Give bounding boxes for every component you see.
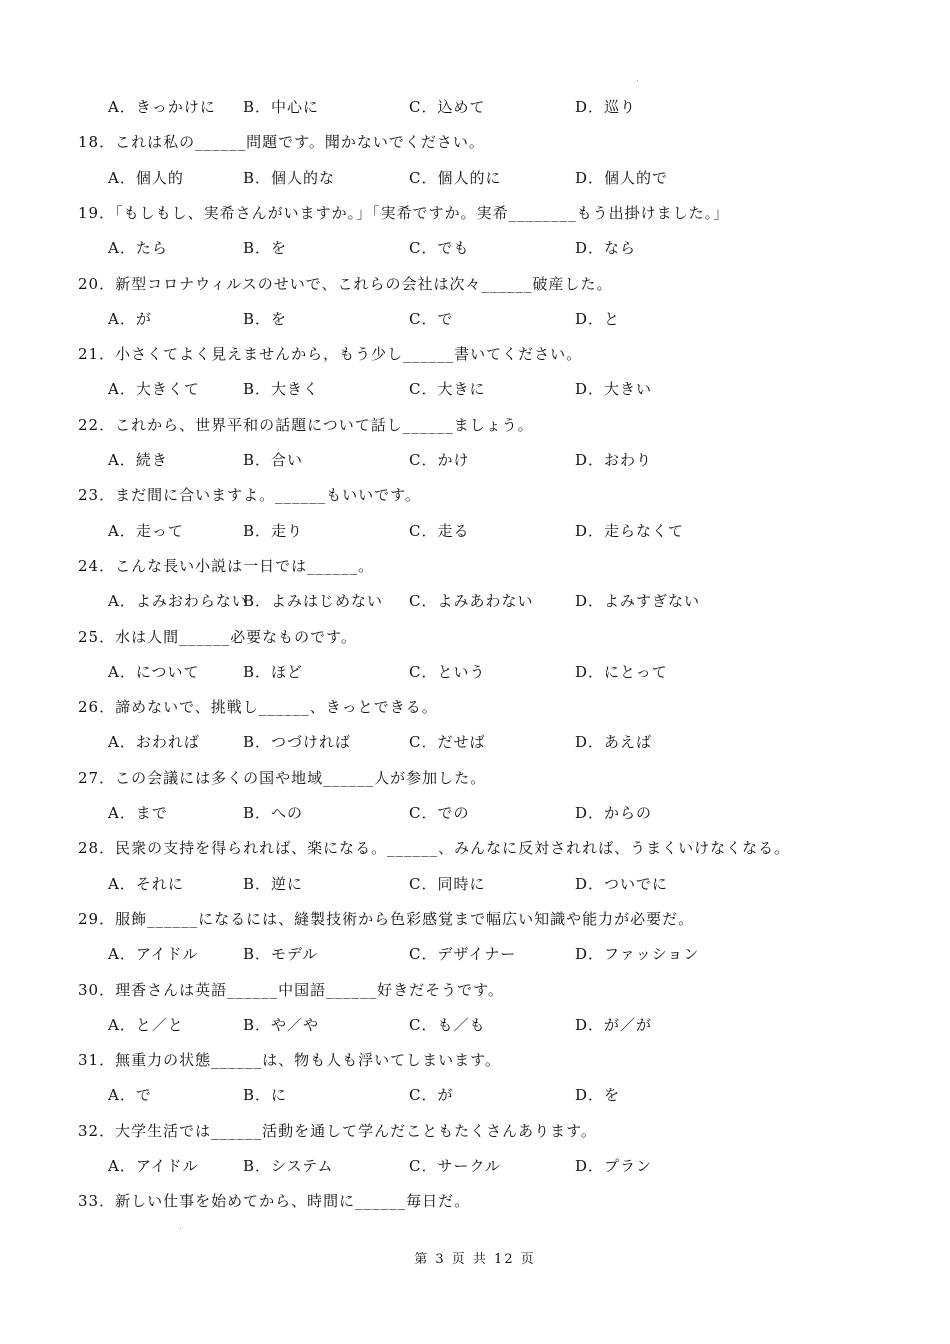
option-d: D．が／が bbox=[575, 1015, 653, 1034]
option-a: A．大きくて bbox=[108, 380, 200, 399]
option-row bbox=[0, 872, 950, 896]
option-a: A．について bbox=[108, 662, 200, 681]
option-b: B．合い bbox=[243, 451, 304, 469]
option-b: B．よみはじめない bbox=[243, 592, 384, 611]
option-row bbox=[0, 166, 950, 190]
option-c: C．だせば bbox=[409, 733, 486, 752]
option-d: D．あえば bbox=[575, 733, 653, 752]
option-a: A．が bbox=[108, 309, 152, 328]
option-b: B．個人的な bbox=[243, 168, 336, 187]
option-d: D．にとって bbox=[575, 662, 668, 681]
option-a: A．走って bbox=[108, 521, 184, 540]
option-c: C．よみあわない bbox=[409, 592, 534, 611]
option-d: D．を bbox=[575, 1086, 621, 1105]
option-row bbox=[0, 377, 950, 401]
option-b: B．逆に bbox=[243, 874, 304, 893]
option-b: B．を bbox=[243, 309, 288, 328]
option-b: B．や／や bbox=[243, 1015, 320, 1034]
option-c: C．個人的に bbox=[409, 168, 502, 187]
option-row bbox=[0, 660, 950, 684]
question-text: 19．「もしもし、実希さんがいますか。」「実希ですか。実希________もう出掛けました。」 bbox=[78, 203, 730, 222]
option-c: C．サークル bbox=[409, 1157, 502, 1175]
option-a: A．アイドル bbox=[108, 1157, 199, 1175]
question-text: 22．これから、世界平和の話題について話し______ましょう。 bbox=[78, 415, 534, 434]
option-d: D．プラン bbox=[575, 1157, 653, 1175]
option-a: A．続き bbox=[108, 451, 168, 469]
option-c: C．での bbox=[409, 804, 470, 822]
question-text: 18．これは私の______問題です。聞かないでください。 bbox=[78, 133, 485, 152]
option-row bbox=[0, 1013, 950, 1037]
option-a: A．たら bbox=[108, 239, 168, 258]
option-d: D．ついでに bbox=[575, 874, 669, 893]
option-b: B．を bbox=[243, 239, 288, 258]
option-a: A．きっかけに bbox=[108, 98, 216, 116]
option-b: B．に bbox=[243, 1086, 288, 1105]
option-row bbox=[0, 1154, 950, 1178]
option-row bbox=[0, 236, 950, 260]
option-c: C．でも bbox=[409, 239, 470, 258]
option-d: D．なら bbox=[575, 239, 637, 258]
option-a: A．と／と bbox=[108, 1015, 184, 1034]
option-row bbox=[0, 730, 950, 754]
question-text: 31．無重力の状態______は、物も人も浮いてしまいます。 bbox=[78, 1051, 501, 1070]
question-text: 33．新しい仕事を始めてから、時間に______毎日だ。 bbox=[78, 1192, 471, 1211]
option-b: B．ほど bbox=[243, 662, 304, 681]
option-b: B．中心に bbox=[243, 98, 320, 116]
option-a: A．よみおわらない bbox=[108, 592, 248, 611]
option-c: C．で bbox=[409, 309, 454, 328]
option-b: B．への bbox=[243, 804, 304, 822]
question-text: 30．理香さんは英語______中国語______好きだそうです。 bbox=[78, 980, 504, 999]
option-d: D．よみすぎない bbox=[575, 592, 701, 611]
option-row bbox=[0, 307, 950, 331]
option-row bbox=[0, 589, 950, 613]
option-a: A．個人的 bbox=[108, 168, 184, 187]
question-text: 20．新型コロナウィルスのせいで、これらの会社は次々______破産した。 bbox=[78, 274, 613, 293]
option-c: C．込めて bbox=[409, 98, 486, 116]
option-c: C．大きに bbox=[409, 380, 486, 399]
option-row bbox=[0, 95, 950, 119]
option-row bbox=[0, 519, 950, 543]
question-text: 28．民衆の支持を得られれば、楽になる。______、みんなに反対されれば、うまくいけなくなる。 bbox=[78, 839, 791, 858]
option-row bbox=[0, 801, 950, 825]
option-d: D．ファッション bbox=[575, 945, 700, 964]
option-c: C．同時に bbox=[409, 874, 486, 893]
scan-speck bbox=[180, 1228, 181, 1229]
question-text: 21．小さくてよく見えませんから，もう少し______書いてください。 bbox=[78, 345, 583, 364]
option-d: D．からの bbox=[575, 804, 653, 822]
question-text: 29．服飾______になるには、縫製技術から色彩感覚まで幅広い知識や能力が必要だ。 bbox=[78, 909, 695, 928]
question-text: 27．この会議には多くの国や地域______人が参加した。 bbox=[78, 768, 487, 787]
option-b: B．モデル bbox=[243, 945, 319, 964]
option-c: C．が bbox=[409, 1086, 454, 1105]
question-text: 23．まだ間に合いますよ。______もいいです。 bbox=[78, 486, 421, 505]
option-d: D．走らなくて bbox=[575, 521, 685, 540]
scan-speck bbox=[637, 80, 638, 81]
option-c: C．という bbox=[409, 662, 486, 681]
page-footer: 第 3 页 共 12 页 bbox=[414, 1252, 536, 1267]
option-row bbox=[0, 1083, 950, 1107]
option-c: C．走る bbox=[409, 521, 470, 540]
option-d: D．個人的で bbox=[575, 168, 669, 187]
option-c: C．も／も bbox=[409, 1015, 486, 1034]
question-text: 24．こんな長い小説は一日では______。 bbox=[78, 556, 375, 575]
option-c: C．デザイナー bbox=[409, 945, 517, 964]
option-a: A．おわれば bbox=[108, 733, 200, 752]
option-b: B．大きく bbox=[243, 380, 320, 399]
option-d: D．大きい bbox=[575, 380, 653, 399]
option-d: D．おわり bbox=[575, 451, 653, 469]
option-d: D．と bbox=[575, 309, 621, 328]
question-text: 26．諦めないで、挑戦し______、きっとできる。 bbox=[78, 698, 438, 717]
option-b: B．走り bbox=[243, 521, 304, 540]
option-b: B．つづければ bbox=[243, 733, 352, 752]
option-a: A．で bbox=[108, 1086, 152, 1105]
option-row bbox=[0, 448, 950, 472]
option-b: B．システム bbox=[243, 1157, 334, 1175]
option-c: C．かけ bbox=[409, 451, 470, 469]
question-text: 25．水は人間______必要なものです。 bbox=[78, 627, 357, 646]
option-a: A．アイドル bbox=[108, 945, 199, 964]
option-d: D．巡り bbox=[575, 98, 637, 116]
question-text: 32．大学生活では______活動を通して学んだこともたくさんあります。 bbox=[78, 1121, 597, 1140]
option-a: A．まで bbox=[108, 804, 168, 822]
option-row bbox=[0, 942, 950, 966]
option-a: A．それに bbox=[108, 874, 184, 893]
